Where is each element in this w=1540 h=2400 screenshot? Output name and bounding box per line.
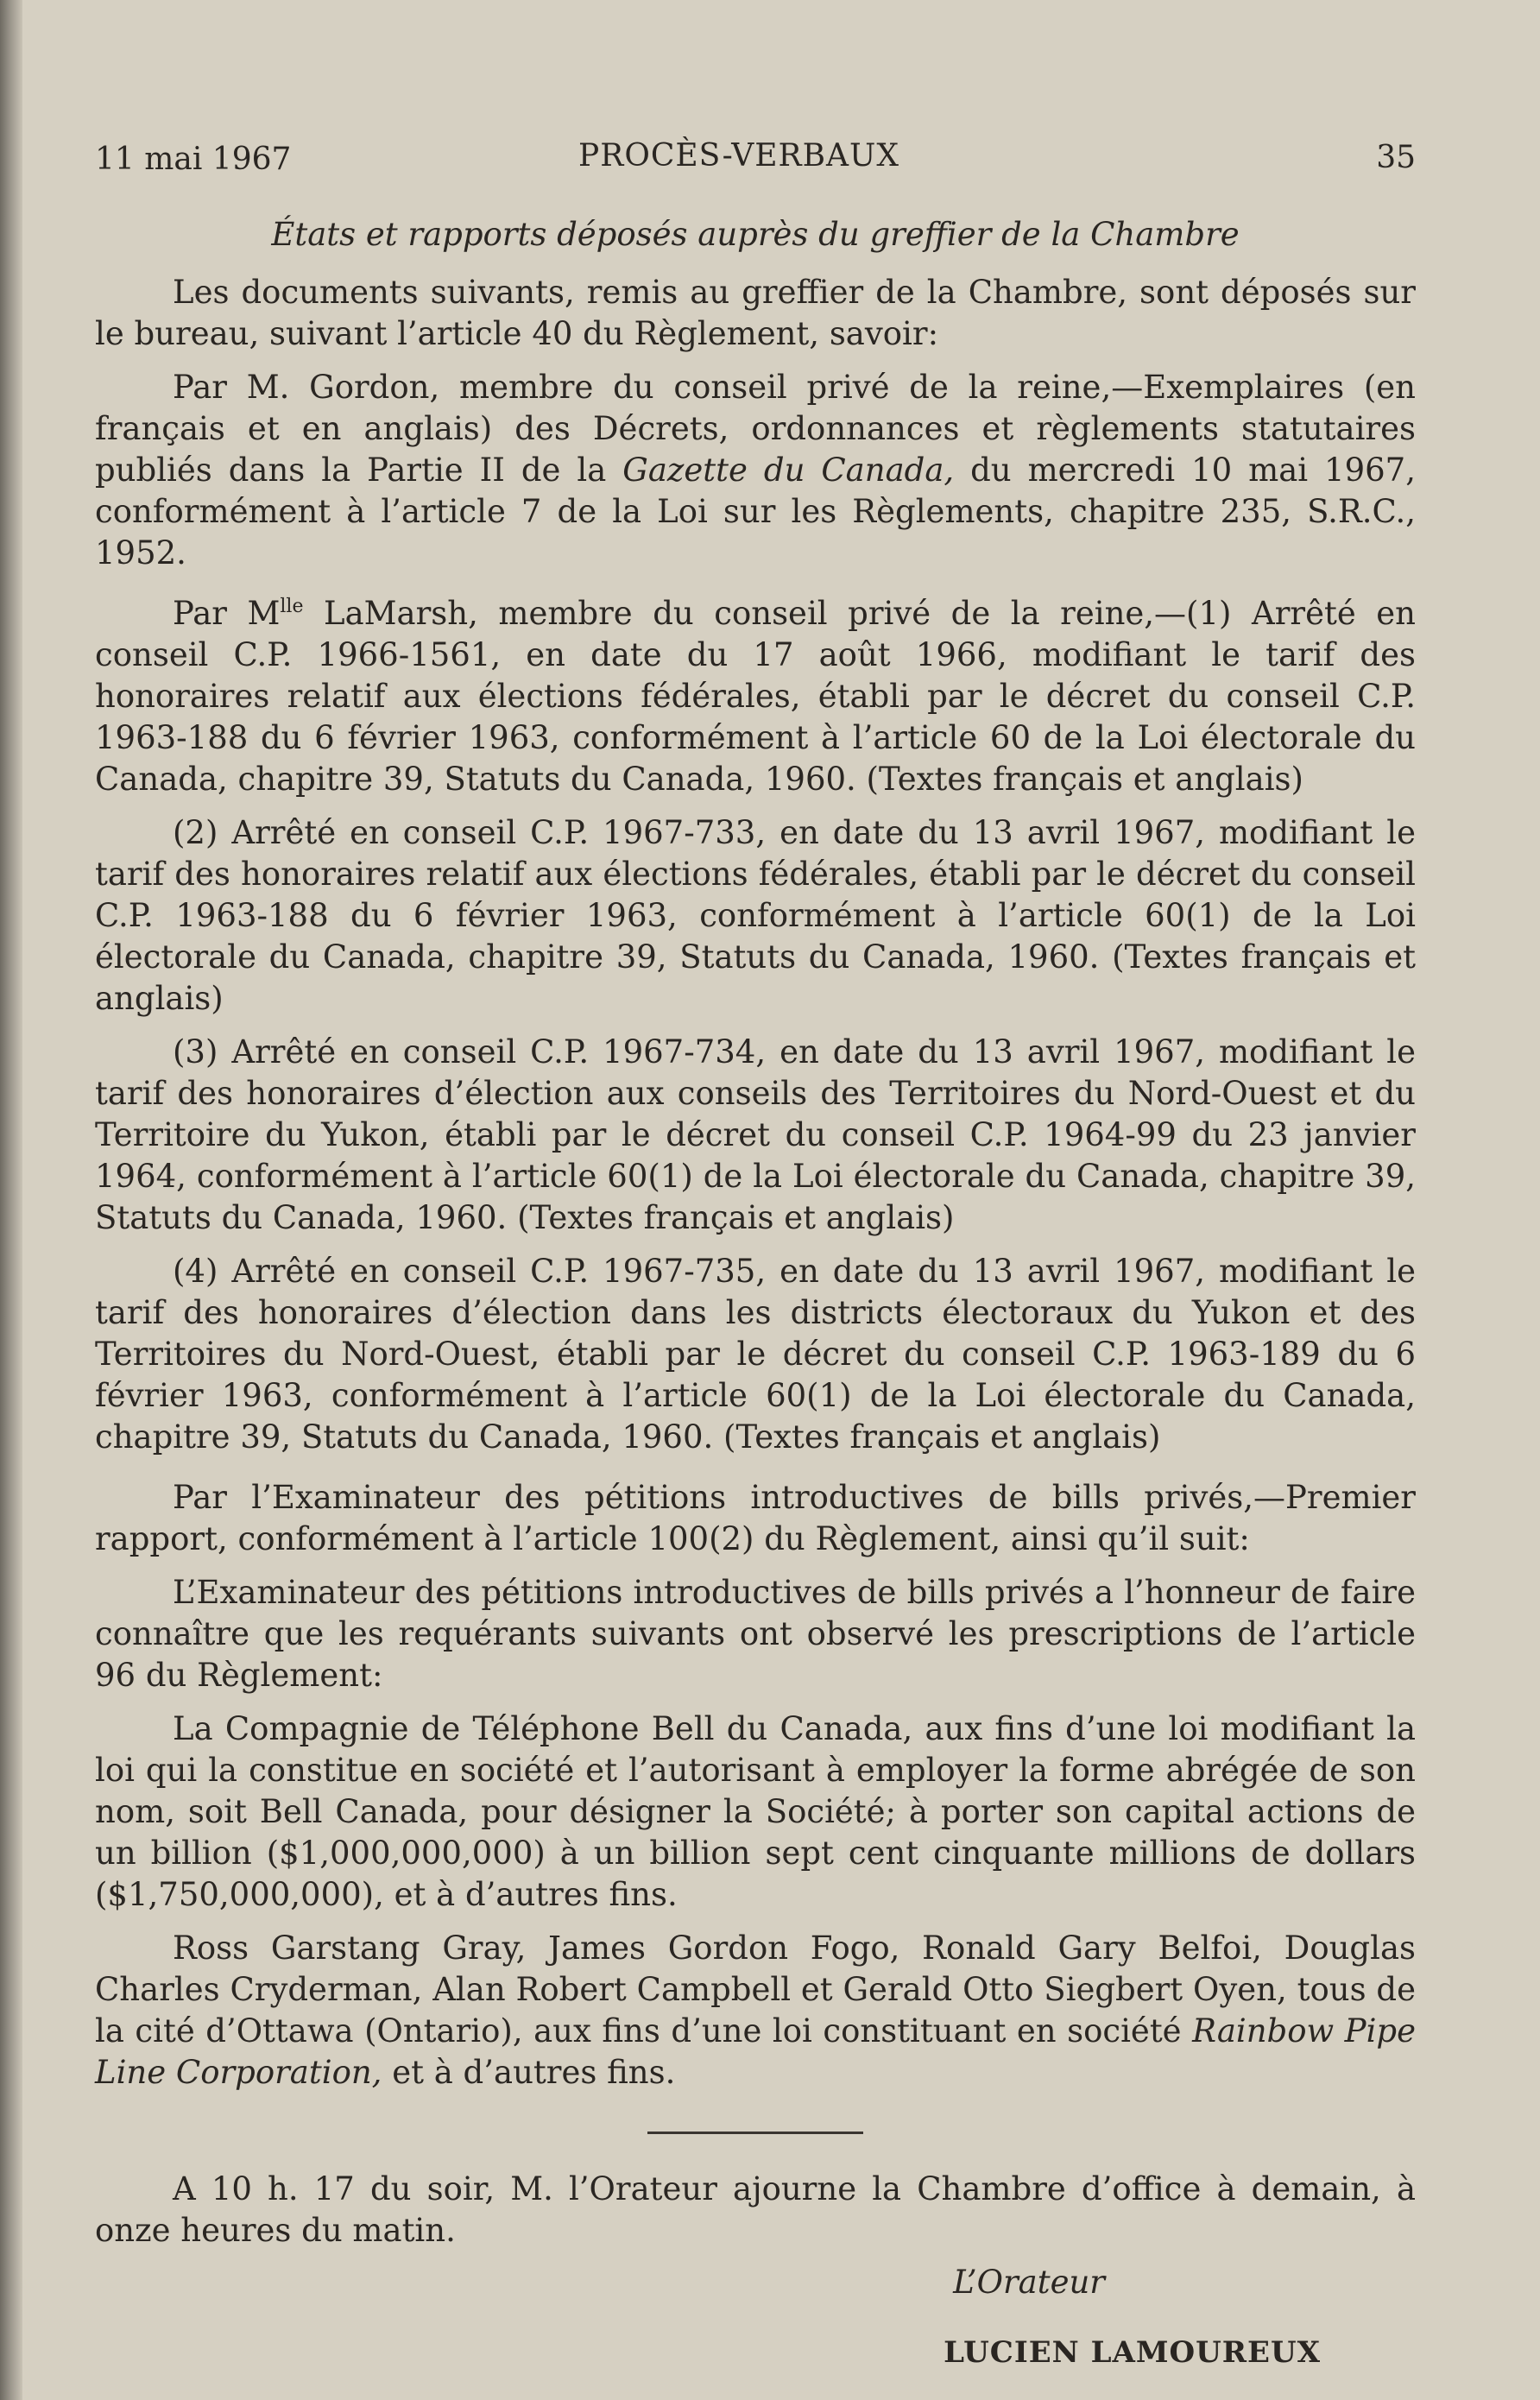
paragraph-rainbow-text-1: Ross Garstang Gray, James Gordon Fogo, Ronald Gary Belfoi, Douglas Charles Cryderman, Alan Robert Campbell et Gerald Otto Siegbert Oyen, tous de la cité d’Ottawa (Ontario), aux fins d’une loi constituant en société	[95, 1929, 1416, 2049]
page-header	[95, 129, 1416, 181]
superscript-lle: lle	[280, 596, 304, 617]
paragraph-bell-canada: La Compagnie de Téléphone Bell du Canada, aux fins d’une loi modifiant la loi qui la constitue en société et l’autorisant à employer la forme abrégée de son nom, soit Bell Canada, pour désigner la Société; à porter son capital actions de un billion ($1,000,000,000) à un billion sept cent cinquante millions de dollars ($1,750,000,000), et à d’autres fins.	[95, 1710, 1416, 1913]
signature-name: LUCIEN LAMOUREUX	[944, 2335, 1321, 2370]
header-title: PROCÈS-VERBAUX	[578, 138, 899, 174]
paragraph-lamarsh	[95, 586, 1416, 800]
paragraph-intro: Les documents suivants, remis au greffier de la Chambre, sont déposés sur le bureau, suivant l’article 40 du Règlement, savoir:	[95, 274, 1416, 352]
document-page	[95, 129, 1416, 2370]
paragraph-examinateur-report: L’Examinateur des pétitions introductives de bills privés a l’honneur de faire connaître que les requérants suivants ont observé les prescriptions de l’article 96 du Règlement:	[95, 1574, 1416, 1694]
paragraph-rainbow	[95, 1928, 1416, 2094]
header-date: 11 mai 1967	[95, 142, 292, 177]
paragraph-examinateur: Par l’Examinateur des pétitions introductives de bills privés,—Premier rapport, conformément à l’article 100(2) du Règlement, ainsi qu’il suit:	[95, 1479, 1416, 1557]
paragraph-lamarsh-prefix: Par M	[173, 595, 281, 632]
section-divider	[647, 2132, 863, 2134]
paragraph-lamarsh-text: LaMarsh, membre du conseil privé de la reine,—(1) Arrêté en conseil C.P. 1966-1561, en date du 17 août 1966, modifiant le tarif des honoraires relatif aux élections fédérales, établi par le décret du conseil C.P. 1963-188 du 6 février 1963, conformément à l’article 60 de la Loi électorale du Canada, chapitre 39, Statuts du Canada, 1960. (Textes français et anglais)	[95, 595, 1416, 798]
section-title: États et rapports déposés auprès du greffier de la Chambre	[271, 216, 1240, 253]
paragraph-rainbow-text-2: et à d’autres fins.	[382, 2054, 676, 2091]
paragraph-item-4: (4) Arrêté en conseil C.P. 1967-735, en date du 13 avril 1967, modifiant le tarif des honoraires d’élection dans les districts électoraux du Yukon et des Territoires du Nord-Ouest, établi par le décret du conseil C.P. 1963-189 du 6 février 1963, conformément à l’article 60(1) de la Loi électorale du Canada, chapitre 39, Statuts du Canada, 1960. (Textes français et anglais)	[95, 1253, 1416, 1456]
paragraph-gordon	[95, 367, 1416, 574]
page-number: 35	[1376, 140, 1416, 175]
paragraph-gordon-text-1: Par M. Gordon, membre du conseil privé de la reine,—Exemplaires (en français et en anglais) des Décrets, ordonnances et règlements statutaires publiés dans la Partie II de la	[95, 369, 1416, 489]
paragraph-item-2: (2) Arrêté en conseil C.P. 1967-733, en date du 13 avril 1967, modifiant le tarif des honoraires relatif aux élections fédérales, établi par le décret du conseil C.P. 1963-188 du 6 février 1963, conformément à l’article 60(1) de la Loi électorale du Canada, chapitre 39, Statuts du Canada, 1960. (Textes français et anglais)	[95, 814, 1416, 1017]
rainbow-corporation-name: Rainbow Pipe Line Corporation,	[95, 2012, 1416, 2091]
gazette-title: Gazette du Canada,	[622, 452, 955, 489]
paragraph-gordon-text-2: du mercredi 10 mai 1967, conformément à l’article 7 de la Loi sur les Règlements, chapitre 235, S.R.C., 1952.	[95, 452, 1416, 572]
paragraph-adjournment: A 10 h. 17 du soir, M. l’Orateur ajourne la Chambre d’office à demain, à onze heures du matin.	[95, 2170, 1416, 2249]
paragraph-item-3: (3) Arrêté en conseil C.P. 1967-734, en date du 13 avril 1967, modifiant le tarif des honoraires d’élection aux conseils des Territoires du Nord-Ouest et du Territoire du Yukon, établi par le décret du conseil C.P. 1964-99 du 23 janvier 1964, conformément à l’article 60(1) de la Loi électorale du Canada, chapitre 39, Statuts du Canada, 1960. (Textes français et anglais)	[95, 1033, 1416, 1236]
signature-role: L’Orateur	[953, 2264, 1105, 2301]
book-spine-shadow	[0, 0, 22, 2400]
